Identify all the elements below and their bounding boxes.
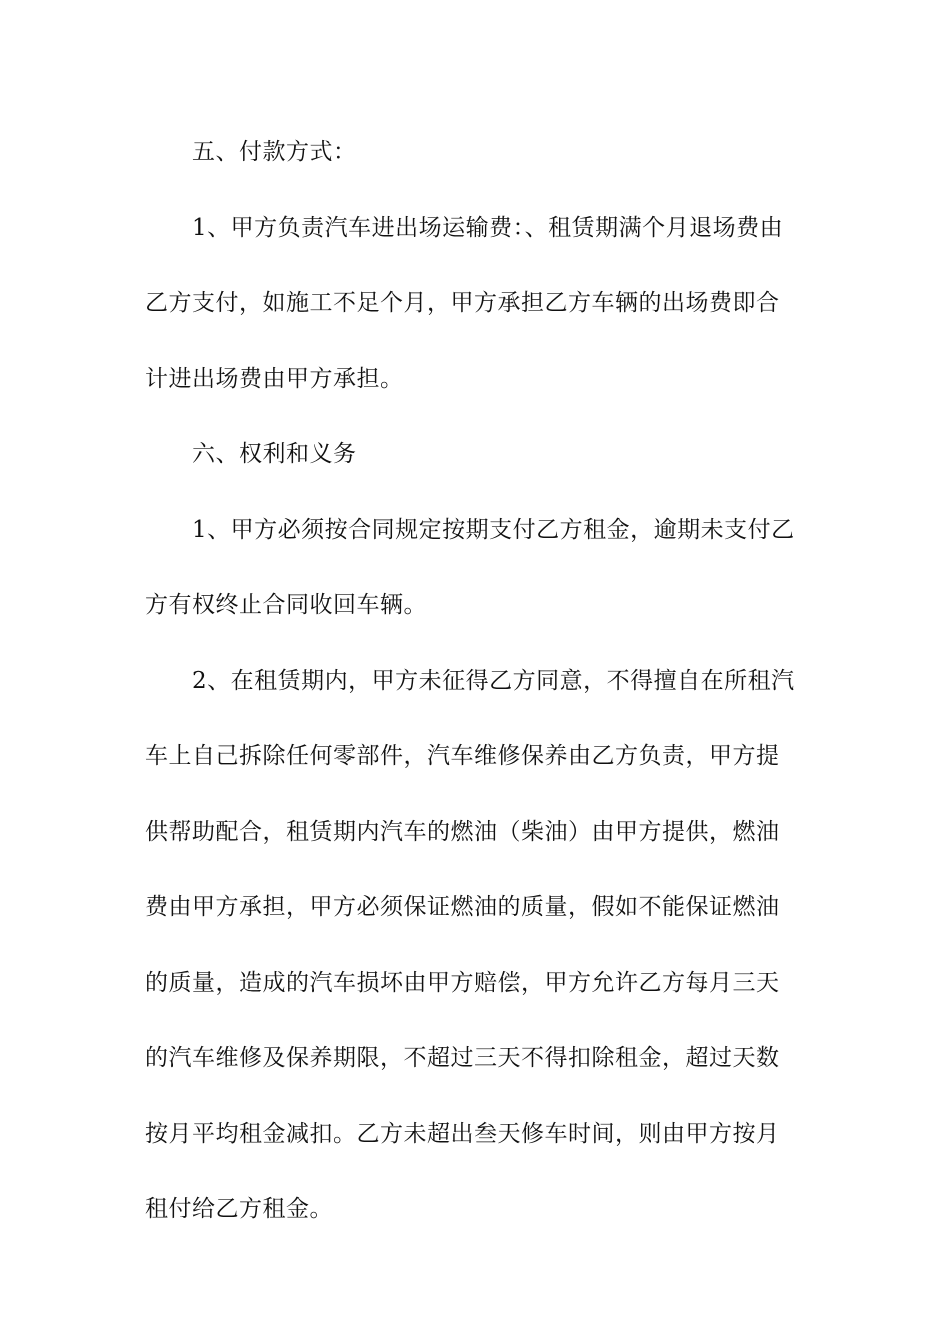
document-body [145,115,810,1248]
paragraph-line: 租付给乙方租金。 [145,1196,333,1222]
paragraph-line: 的质量，造成的汽车损坏由甲方赔偿，甲方允许乙方每月三天 [145,969,780,996]
section-heading-payment: 五、付款方式： [192,139,357,165]
paragraph-line: 乙方支付，如施工不足个月，甲方承担乙方车辆的出场费即合 [145,290,780,316]
paragraph-line: 的汽车维修及保养期限，不超过三天不得扣除租金，超过天数 [145,1045,780,1071]
paragraph-line: 车上自己拆除任何零部件，汽车维修保养由乙方负责，甲方提 [145,743,780,769]
paragraph-line: 1、甲方必须按合同规定按期支付乙方租金，逾期未支付乙 [192,516,795,543]
paragraph-line: 计进出场费由甲方承担。 [145,365,404,392]
paragraph-line: 费由甲方承担，甲方必须保证燃油的质量，假如不能保证燃油 [145,894,780,920]
paragraph-line: 按月平均租金减扣。乙方未超出叁天修车时间，则由甲方按月 [145,1120,780,1147]
paragraph-line: 供帮助配合，租赁期内汽车的燃油（柴油）由甲方提供，燃油 [145,818,780,845]
paragraph-line: 方有权终止合同收回车辆。 [145,592,427,618]
section-heading-rights: 六、权利和义务 [192,441,357,467]
paragraph-line: 1、甲方负责汽车进出场运输费：、租赁期满个月退场费由 [192,214,784,241]
paragraph-line: 2、在租赁期内，甲方未征得乙方同意，不得擅自在所租汽 [192,667,795,694]
